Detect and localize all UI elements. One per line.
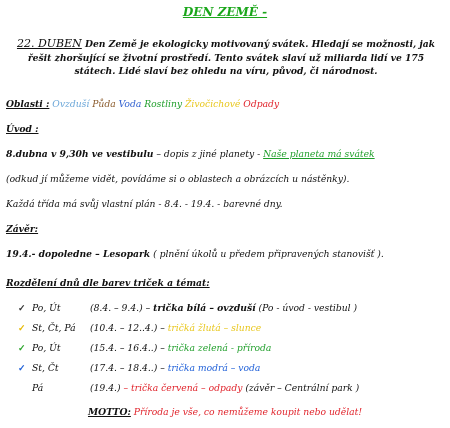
zaver-when: 19.4.- dopoledne – Lesopark: [6, 249, 151, 260]
row-shirt: trička modrá: [167, 363, 228, 374]
area-animals: Živočichové: [185, 99, 241, 110]
row-days: St, Čt, Pá: [32, 323, 76, 334]
intro-text: Den Země je ekologicky motivovaný svátek. Hledají se možnosti, jak řešit zhoršující se životní prostředí. Tento svátek slaví už miliarda lidí ve 175 státech. Lidé slaví bez ohledu na víru, původ, či národnost.: [27, 39, 436, 78]
row-days: Po, Út: [32, 343, 61, 354]
row-shirt: trička zelená: [167, 343, 228, 354]
area-plants: Rostliny: [144, 99, 183, 110]
uvod-line-3: Každá třída má svůj vlastní plán - 8.4. - 19.4. - barevné dny.: [6, 199, 283, 210]
row-dates: (19.4.) – trička červená – odpady (závěr – Centrální park ): [90, 383, 360, 394]
row-days: Pá: [32, 383, 44, 394]
area-waste: Odpady: [243, 99, 280, 110]
row-extra: (Po - úvod - vestibul ): [255, 303, 358, 314]
schedule-row: [18, 343, 446, 355]
check-icon: ✓: [18, 363, 26, 374]
row-days: Po, Út: [32, 303, 61, 314]
uvod-what: – dopis z jiné planety -: [153, 149, 264, 160]
row-shirt: – trička červená: [123, 383, 199, 394]
row-extra: (závěr – Centrální park ): [242, 383, 360, 394]
motto-line: [0, 407, 450, 419]
schedule-row: [18, 383, 446, 395]
area-water: Voda: [118, 99, 142, 110]
zaver-text: ( plnění úkolů u předem připravených stanovišť ).: [150, 249, 384, 260]
row-shirt: tričká žlutá: [167, 323, 221, 334]
row-theme: odpady: [208, 383, 243, 394]
uvod-motto: Naše planeta má svátek: [263, 149, 375, 160]
intro-paragraph: [6, 36, 446, 79]
areas-line: [6, 99, 446, 111]
row-dates: (8.4. – 9.4.) – trička bílá – ovzduší (Po - úvod - vestibul ): [90, 303, 358, 314]
row-dates: (17.4. – 18.4..) – trička modrá – voda: [90, 363, 261, 374]
row-shirt: trička bílá: [153, 303, 207, 314]
area-soil: Půda: [92, 99, 116, 110]
check-icon: ✓: [18, 323, 26, 334]
row-dates: (15.4. – 16.4..) – trička zelená - příroda: [90, 343, 272, 354]
row-days: St, Čt: [32, 363, 59, 374]
motto-text: Příroda je vše, co nemůžeme koupit nebo udělat!: [130, 407, 363, 418]
motto-label: MOTTO:: [87, 407, 131, 418]
row-theme: voda: [238, 363, 261, 374]
schedule-row: [18, 303, 446, 315]
areas-label: Oblasti :: [6, 99, 50, 110]
row-theme: příroda: [236, 343, 272, 354]
uvod-line-1: [6, 149, 446, 161]
zaver-line: [6, 249, 446, 261]
schedule-row: [18, 363, 446, 375]
page-title: DEN ZEMĚ -: [182, 5, 268, 19]
zaver-label: Závěr:: [6, 224, 39, 235]
check-icon: ✓: [18, 343, 26, 354]
uvod-when: 8.dubna v 9,30h ve vestibulu: [6, 149, 154, 160]
schedule-label: Rozdělení dnů dle barev triček a témat:: [6, 278, 210, 289]
uvod-line-2: (odkud jí můžeme vidět, povídáme si o oblastech a obrázcích u nástěnky).: [6, 174, 350, 185]
row-theme: slunce: [231, 323, 262, 334]
check-icon: ✓: [18, 303, 26, 314]
row-theme: ovzduší: [217, 303, 256, 314]
schedule-row: [18, 323, 446, 335]
intro-date: 22. DUBEN: [16, 37, 82, 50]
row-dates: (10.4. – 12..4.) – tričká žlutá – slunce: [90, 323, 262, 334]
area-air: Ovzduší: [52, 99, 90, 110]
uvod-label: Úvod :: [6, 124, 39, 135]
